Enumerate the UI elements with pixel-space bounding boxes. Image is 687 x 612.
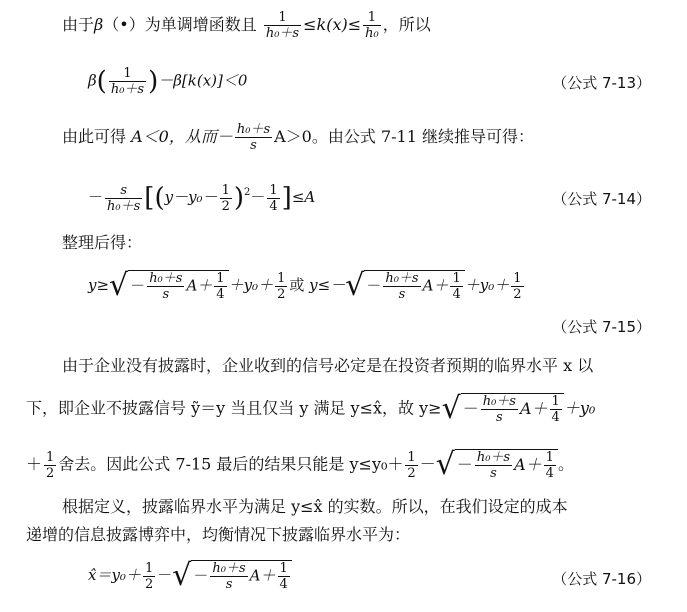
bracket-right: ] xyxy=(281,183,292,213)
paragraph-nondisclosure-line3 xyxy=(26,449,574,481)
math-op: ＋ xyxy=(26,454,43,474)
math-text: y－y₀－ xyxy=(164,188,218,206)
math-op: － xyxy=(157,566,173,584)
text: ，所以 xyxy=(382,15,431,34)
paragraph-nondisclosure-line1: 由于企业没有披露时，企业收到的信号必定是在投资者预期的临界水平 x 以 xyxy=(62,356,594,375)
equation-label-7-16: （公式 7-16） xyxy=(552,570,651,588)
fraction: $\frac{1}{2}$ xyxy=(277,270,286,302)
text: 舍去。因此公式 7-15 最后的结果只能是 y≤y₀＋ xyxy=(58,454,404,474)
math-x: (x) xyxy=(326,15,348,34)
math-op: ≤ xyxy=(303,15,317,34)
paragraph-definition-line2: 递增的信息披露博弈中，均衡情况下披露临界水平为： xyxy=(26,525,411,544)
fraction: $\frac{1}{\text{h₀＋s}}$ xyxy=(265,10,300,41)
equation-label-7-15: （公式 7-15） xyxy=(552,318,651,336)
math-text: A＜0，从而－ xyxy=(131,127,233,146)
paragraph-rearrange: 整理后得： xyxy=(62,233,143,252)
fraction: $\frac{1}{2}$ xyxy=(513,270,522,302)
text: 由此可得 xyxy=(62,127,127,146)
math-text: A＞0。由公式 7-11 继续推导可得： xyxy=(274,127,534,146)
equation-7-15 xyxy=(88,270,526,302)
equation-label-7-14: （公式 7-14） xyxy=(552,190,651,208)
math-text: y≤－ xyxy=(309,276,346,294)
text: （•） xyxy=(103,15,145,34)
fraction: $\frac{1}{2}$ xyxy=(221,182,230,214)
text: 下，即企业不披露信号 ỹ＝y 当且仅当 y 满足 y≤x̂，故 y≥ xyxy=(26,398,442,418)
fraction: $\frac{1}{\text{h₀＋s}}$ xyxy=(110,66,145,97)
fraction: $\frac{1}{2}$ xyxy=(46,449,55,481)
fraction: $\frac{1}{2}$ xyxy=(407,449,416,481)
text: 由于 xyxy=(62,15,95,34)
fraction: $\frac{s}{\text{h₀＋s}}$ xyxy=(107,182,141,214)
math-op: － xyxy=(250,188,266,206)
math-text: y≥ xyxy=(88,276,110,294)
math-text: ≤A xyxy=(291,188,316,206)
text: 为单调增函数且 xyxy=(144,15,257,34)
paragraph-monotonic xyxy=(62,10,431,41)
paragraph-derivation xyxy=(62,122,534,153)
math-text: ＋y₀＋ xyxy=(228,276,274,294)
sqrt: √ － $\frac{\text{h₀＋s}}{s}$ A＋ $\frac{1}{4}$ xyxy=(172,560,292,592)
equation-7-13: β( $\frac{1}{\text{h₀＋s}}$ )－β[k(x)]＜0 xyxy=(88,66,248,97)
math-text: －β[k(x)]＜0 xyxy=(158,71,248,90)
text: 。 xyxy=(557,454,574,474)
equation-7-14: － $\frac{s}{\text{h₀＋s}}$ [(y－y₀－ $\frac{1}{2}$ )$^2$－ $\frac{1}{4}$ ]≤A xyxy=(88,182,316,214)
bracket-left: [ xyxy=(144,183,155,213)
math-text: x̂＝y₀＋ xyxy=(88,566,141,584)
sqrt: √ － $\frac{\text{h₀＋s}}{s}$ A＋ $\frac{1}{4}$ xyxy=(345,270,465,302)
fraction: $\frac{1}{2}$ xyxy=(144,560,154,592)
math-beta: β xyxy=(94,15,104,34)
fraction: $\frac{1}{4}$ xyxy=(269,182,278,214)
equation-label-7-13: （公式 7-13） xyxy=(552,74,651,92)
sqrt: √ － $\frac{\text{h₀＋s}}{s}$ A＋ $\frac{1}{4}$ xyxy=(436,449,558,481)
paragraph-nondisclosure-line2 xyxy=(26,393,595,425)
math-op: － xyxy=(419,454,436,474)
math-k: k xyxy=(316,15,327,34)
math-text: ＋y₀＋ xyxy=(464,276,510,294)
paragraph-definition-line1: 根据定义，披露临界水平为满足 y≤x̂ 的实数。所以，在我们设定的成本 xyxy=(62,497,568,516)
text: 或 xyxy=(289,276,305,294)
math-beta: β xyxy=(88,71,97,90)
fraction: $\frac{\text{h₀＋s}}{s}$ xyxy=(236,122,271,153)
sqrt: √ － $\frac{\text{h₀＋s}}{s}$ A＋ $\frac{1}{4}$ xyxy=(109,270,229,302)
math-text: ＋y₀ xyxy=(563,398,596,418)
fraction: $\frac{1}{\text{h₀}}$ xyxy=(365,10,379,41)
exponent: 2 xyxy=(244,187,251,198)
math-op: － xyxy=(88,188,104,206)
sqrt: √ － $\frac{\text{h₀＋s}}{s}$ A＋ $\frac{1}{4}$ xyxy=(442,393,564,425)
math-op: ≤ xyxy=(347,15,362,34)
equation-7-16 xyxy=(88,560,292,592)
